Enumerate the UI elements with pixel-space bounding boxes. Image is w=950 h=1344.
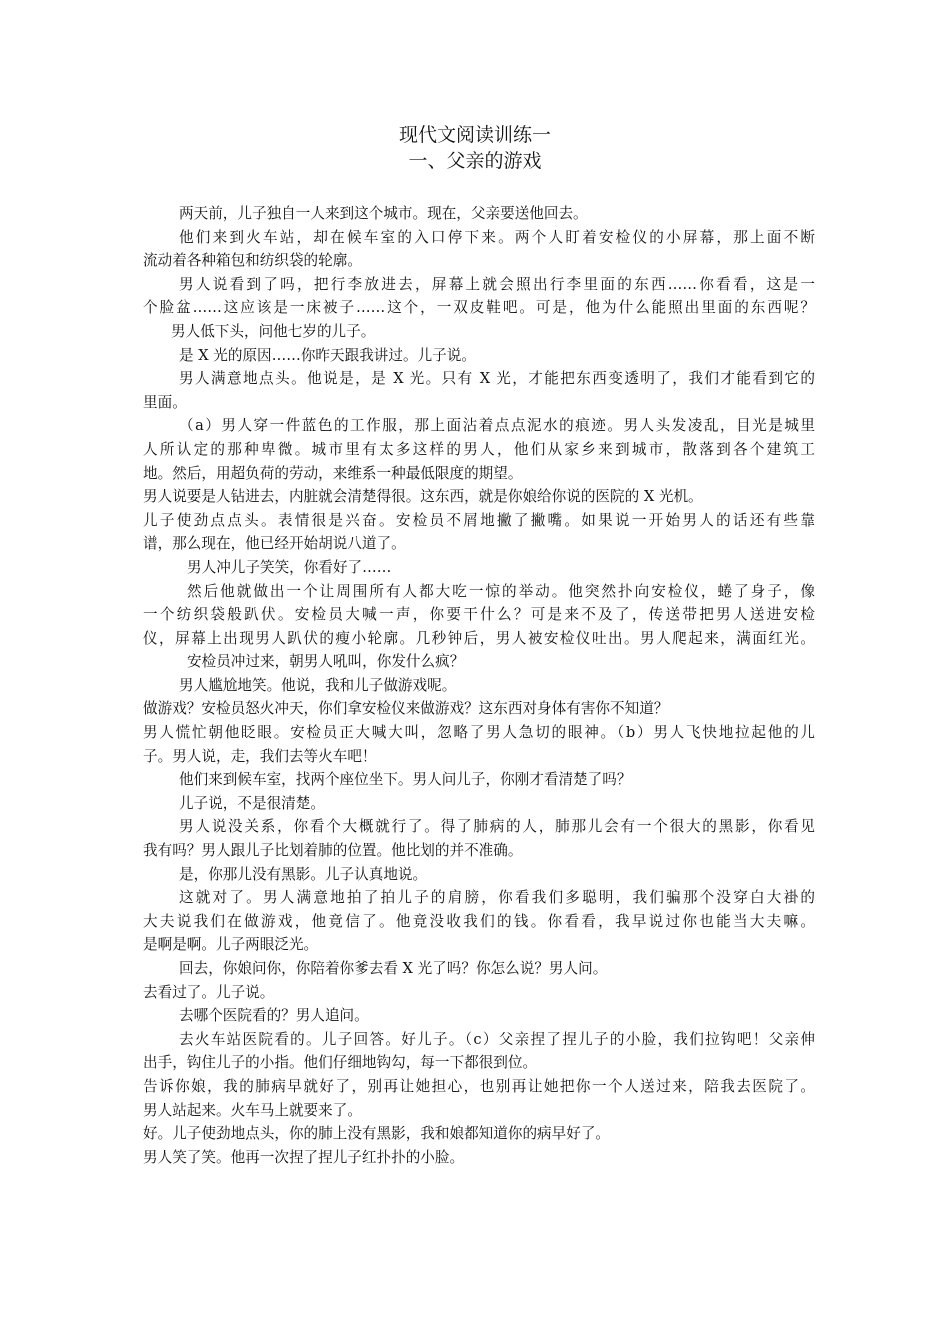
text-line: 男人说没关系，你看个大概就行了。得了肺病的人，肺那儿会有一个很大的黑影，你看见 (179, 818, 815, 836)
text-line: 两天前，儿子独自一人来到这个城市。现在，父亲要送他回去。 (179, 205, 588, 222)
text-line: 好。儿子使劲地点头，你的肺上没有黑影，我和娘都知道你的病早好了。 (143, 1125, 611, 1143)
section-title: 一、父亲的游戏 (408, 150, 542, 172)
text-line: 回去，你娘问你，你陪着你爹去看 X 光了吗？你怎么说？男人问。 (179, 960, 608, 977)
text-line: 他们来到火车站，却在候车室的入口停下来。两个人盯着安检仪的小屏幕，那上面不断 (179, 228, 815, 246)
text-line: 男人满意地点头。他说是，是 X 光。只有 X 光，才能把东西变透明了，我们才能看到它的 (179, 370, 815, 388)
text-line: 男人笑了笑。他再一次捏了捏儿子红扑扑的小脸。 (143, 1148, 465, 1166)
text-line: 是，你那儿没有黑影。儿子认真地说。 (179, 865, 428, 883)
text-line: 做游戏？安检员怒火冲天，你们拿安检仪来做游戏？这东西对身体有害你不知道？ (143, 700, 669, 718)
text-line: 男人说要是人钻进去，内脏就会清楚得很。这东西，就是你娘给你说的医院的 X 光机。 (143, 488, 703, 506)
text-line: 子。男人说，走，我们去等火车吧！ (143, 747, 377, 765)
text-line: 男人尴尬地笑。他说，我和儿子做游戏呢。 (179, 676, 457, 694)
text-line: 谱，那么现在，他已经开始胡说八道了。 (143, 535, 406, 553)
text-line: 男人冲儿子笑笑，你看好了…… (187, 558, 392, 576)
text-line: 男人低下头，问他七岁的儿子。 (171, 322, 376, 340)
text-line: 是 X 光的原因……你昨天跟我讲过。儿子说。 (179, 346, 476, 364)
document-title: 现代文阅读训练一 (398, 124, 551, 146)
story-text (143, 202, 815, 1169)
text-line: 是啊是啊。儿子两眼泛光。 (143, 936, 319, 954)
text-line: 去看过了。儿子说。 (143, 983, 275, 1001)
text-line: 安检员冲过来，朝男人吼叫，你发什么疯？ (187, 653, 465, 671)
text-line: 他们来到候车室，找两个座位坐下。男人问儿子，你刚才看清楚了吗？ (179, 771, 632, 789)
text-line: 里面。 (143, 393, 187, 411)
text-line: （a）男人穿一件蓝色的工作服，那上面沾着点点泥水的痕迹。男人头发凌乱，目光是城里 (179, 417, 815, 435)
text-line: 我有吗？男人跟儿子比划着肺的位置。他比划的并不准确。 (143, 842, 523, 860)
text-line: 告诉你娘，我的肺病早就好了，别再让她担心，也别再让她把你一个人送过来，陪我去医院了。 (143, 1077, 815, 1095)
text-line: 然后他就做出一个让周围所有人都大吃一惊的举动。他突然扑向安检仪，蜷了身子，像 (187, 582, 815, 600)
text-line: 人所认定的那种卑微。城市里有太多这样的男人，他们从家乡来到城市，散落到各个建筑工 (143, 440, 815, 458)
text-line: 去哪个医院看的？男人追问。 (179, 1007, 369, 1025)
text-line: 儿子说，不是很清楚。 (179, 794, 325, 812)
text-line: 流动着各种箱包和纺织袋的轮廓。 (143, 252, 362, 270)
text-line: 这就对了。男人满意地拍了拍儿子的肩膀，你看我们多聪明，我们骗那个没穿白大褂的 (179, 889, 815, 907)
text-line: 男人说看到了吗，把行李放进去，屏幕上就会照出行李里面的东西……你看看，这是一 (179, 275, 815, 293)
text-line: 一个纺织袋般趴伏。安检员大喊一声，你要干什么？可是来不及了，传送带把男人送进安检 (143, 606, 815, 624)
text-line: 仪，屏幕上出现男人趴伏的瘦小轮廓。几秒钟后，男人被安检仪吐出。男人爬起来，满面红光。 (143, 629, 815, 647)
text-line: 儿子使劲点点头。表情很是兴奋。安检员不屑地撇了撇嘴。如果说一开始男人的话还有些靠 (143, 511, 815, 529)
text-line: 地。然后，用超负荷的劳动，来维系一种最低限度的期望。 (143, 464, 523, 482)
text-line: 大夫说我们在做游戏，他竟信了。他竟没收我们的钱。你看看，我早说过你也能当大夫嘛。 (143, 912, 815, 930)
text-line: 男人慌忙朝他眨眼。安检员正大喊大叫，忽略了男人急切的眼神。（b）男人飞快地拉起他的儿 (143, 724, 815, 742)
text-line: 男人站起来。火车马上就要来了。 (143, 1101, 362, 1119)
text-line: 出手，钩住儿子的小指。他们仔细地钩勾，每一下都很到位。 (143, 1054, 538, 1072)
text-line: 去火车站医院看的。儿子回答。好儿子。（c）父亲捏了捏儿子的小脸，我们拉钩吧！父亲伸 (179, 1030, 815, 1048)
text-line: 个脸盆……这应该是一床被子……这个，一双皮鞋吧。可是，他为什么能照出里面的东西呢？ (143, 299, 815, 317)
